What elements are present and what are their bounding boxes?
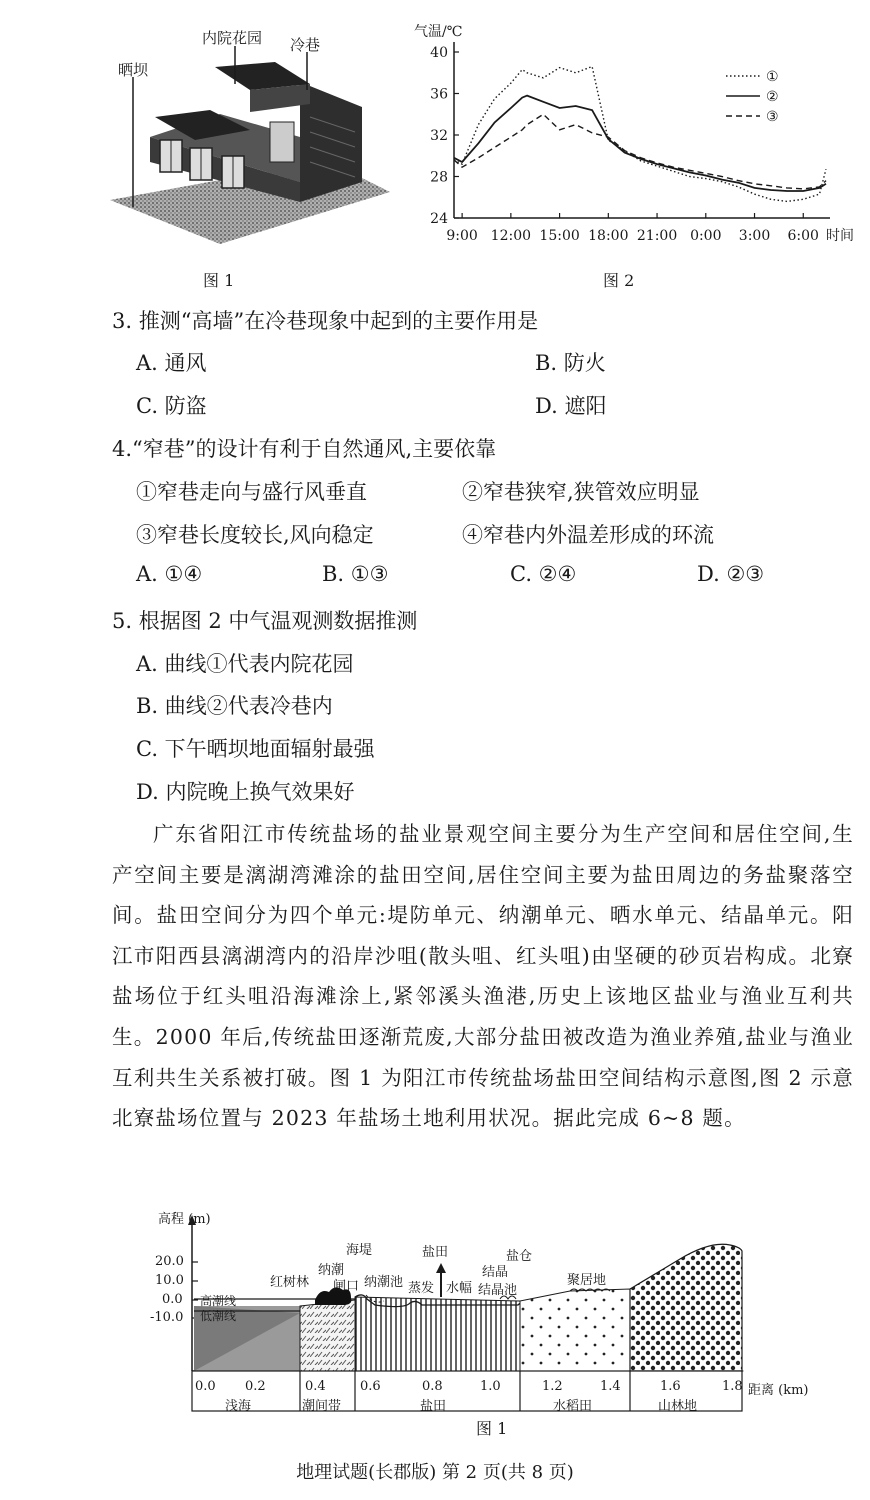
q5-stem: 5. 根据图 2 中气温观测数据推测 [112, 609, 418, 633]
label-seawall: 海堤 [346, 1243, 373, 1258]
passage-text: 广东省阳江市传统盐场的盐业景观空间主要分为生产空间和居住空间,生产空间主要是漓湖湾滩涂的盐田空间,居住空间主要为盐田周边的务盐聚落空间。盐田空间分为四个单元:堤防单元、纳潮单元、晒水单元、结晶单元。阳江市阳西县漓湖湾内的沿岸沙咀(散头咀、红头咀)由坚硬的砂页岩构成。北寮盐场位于红头咀沿海滩涂上,紧邻溪头渔港,历史上该地区盐业与渔业互利共生。2000 年后,传统盐田逐渐荒废,大部分盐田被改造为渔业养殖,盐业与渔业互利共生关系被打破。图 1 为阳江市传统盐场盐田空间结构示意图,图 2 示意北寮盐场位置与 2023 年盐场土地利用状况。据此完成 6~8 题。 [112, 822, 854, 1131]
label-salt-store: 盐仓 [506, 1249, 533, 1264]
profile-xlabel: 距离 (km) [748, 1383, 809, 1398]
label-evaporation: 蒸发 [408, 1281, 435, 1296]
chart-ylabel: 气温/℃ [414, 24, 463, 40]
profile-xtick-0: 0.0 [195, 1379, 216, 1394]
label-settlement: 聚居地 [567, 1273, 607, 1288]
label-high-tide: 高潮线 [200, 1294, 237, 1308]
legend-label-2: ② [766, 89, 779, 105]
q5-option-a[interactable]: A. 曲线①代表内院花园 [136, 652, 354, 676]
q4-item-2: ②窄巷狭窄,狭管效应明显 [462, 480, 700, 504]
zone-salt-field: 盐田 [420, 1399, 447, 1414]
label-low-tide: 低潮线 [200, 1309, 237, 1323]
q5-option-c[interactable]: C. 下午晒坝地面辐射最强 [136, 737, 375, 761]
profile-xtick-8: 1.6 [660, 1379, 681, 1394]
q3-option-a[interactable]: A. 通风 [136, 351, 207, 375]
x-tick-label: 0:00 [690, 228, 722, 244]
page-footer: 地理试题(长郡版) 第 2 页(共 8 页) [296, 1462, 574, 1483]
q5-option-b[interactable]: B. 曲线②代表冷巷内 [136, 694, 333, 718]
x-tick-label: 15:00 [539, 228, 580, 244]
q4-option-b[interactable]: B. ①③ [322, 562, 389, 586]
x-tick-label: 21:00 [636, 228, 678, 244]
temperature-chart [408, 18, 860, 250]
label-cool-alley: 冷巷 [290, 36, 321, 54]
x-tick-label: 3:00 [738, 228, 771, 244]
figure-2-chart [408, 18, 860, 250]
y-tick-label: 36 [430, 86, 448, 103]
label-sluice: 闸口 [333, 1279, 360, 1294]
label-crystallize: 结晶 [482, 1265, 509, 1280]
zone-shallow-sea: 浅海 [225, 1399, 252, 1414]
chart-xlabel: 时间 [826, 228, 854, 244]
q4-stem: 4.“窄巷”的设计有利于自然通风,主要依靠 [112, 437, 497, 461]
label-intake: 纳潮 [318, 1263, 345, 1278]
zone-rice-paddy: 水稻田 [553, 1399, 593, 1414]
figure-1-house [100, 22, 400, 252]
q4-option-a[interactable]: A. ①④ [136, 562, 203, 586]
legend-label-1: ① [766, 69, 779, 85]
q3-stem: 3. 推测“高墙”在冷巷现象中起到的主要作用是 [112, 309, 539, 333]
q4-item-4: ④窄巷内外温差形成的环流 [462, 523, 714, 547]
profile-xtick-5: 1.0 [480, 1379, 501, 1394]
profile-xtick-9: 1.8 [722, 1379, 743, 1394]
y-tick-label: 28 [430, 169, 448, 186]
series-line-3 [454, 114, 826, 189]
profile-xtick-3: 0.6 [360, 1379, 381, 1394]
q4-item-3: ③窄巷长度较长,风向稳定 [136, 523, 374, 547]
q4-item-1: ①窄巷走向与盛行风垂直 [136, 480, 367, 504]
label-drying-yard: 晒坝 [118, 61, 149, 79]
y-tick-label: 24 [430, 211, 448, 227]
x-tick-label: 9:00 [446, 228, 478, 244]
q4-option-c[interactable]: C. ②④ [510, 562, 577, 586]
profile-xtick-7: 1.4 [600, 1379, 621, 1394]
label-brine: 水幅 [446, 1281, 473, 1296]
legend-label-3: ③ [766, 109, 779, 125]
figure-1-caption: 图 1 [203, 271, 235, 290]
y-tick-label: 32 [430, 128, 448, 144]
profile-ytick-20: 20.0 [155, 1254, 184, 1269]
q4-option-d[interactable]: D. ②③ [697, 562, 765, 586]
label-intake-pond: 纳潮池 [364, 1275, 404, 1290]
zone-hill-forest: 山林地 [658, 1399, 698, 1414]
label-salt-field: 盐田 [422, 1245, 449, 1260]
profile-ytick-neg10: -10.0 [150, 1310, 184, 1325]
q3-option-b[interactable]: B. 防火 [535, 351, 606, 375]
q3-option-c[interactable]: C. 防盗 [136, 394, 207, 418]
x-tick-label: 18:00 [588, 228, 629, 244]
figure-salt-caption: 图 1 [476, 1419, 508, 1438]
q3-option-d[interactable]: D. 遮阳 [535, 394, 607, 418]
label-crystal-pond: 结晶池 [478, 1283, 518, 1298]
zone-intertidal: 潮间带 [302, 1399, 342, 1414]
figure-2-caption: 图 2 [603, 271, 635, 290]
profile-xtick-2: 0.4 [305, 1379, 326, 1394]
profile-ytick-0: 0.0 [162, 1292, 183, 1307]
label-mangrove: 红树林 [270, 1275, 310, 1290]
profile-ylabel: 高程 (m) [158, 1212, 211, 1227]
figure-salt-profile [150, 1205, 810, 1435]
profile-xtick-1: 0.2 [245, 1379, 266, 1394]
x-tick-label: 12:00 [490, 228, 532, 244]
profile-xtick-4: 0.8 [422, 1379, 443, 1394]
y-tick-label: 40 [430, 45, 448, 61]
label-inner-garden: 内院花园 [202, 29, 263, 47]
profile-xtick-6: 1.2 [542, 1379, 563, 1394]
q5-option-d[interactable]: D. 内院晚上换气效果好 [136, 780, 355, 804]
profile-ytick-10: 10.0 [155, 1273, 184, 1288]
series-line-1 [454, 67, 826, 202]
x-tick-label: 6:00 [787, 228, 819, 244]
house-illustration [100, 22, 400, 252]
